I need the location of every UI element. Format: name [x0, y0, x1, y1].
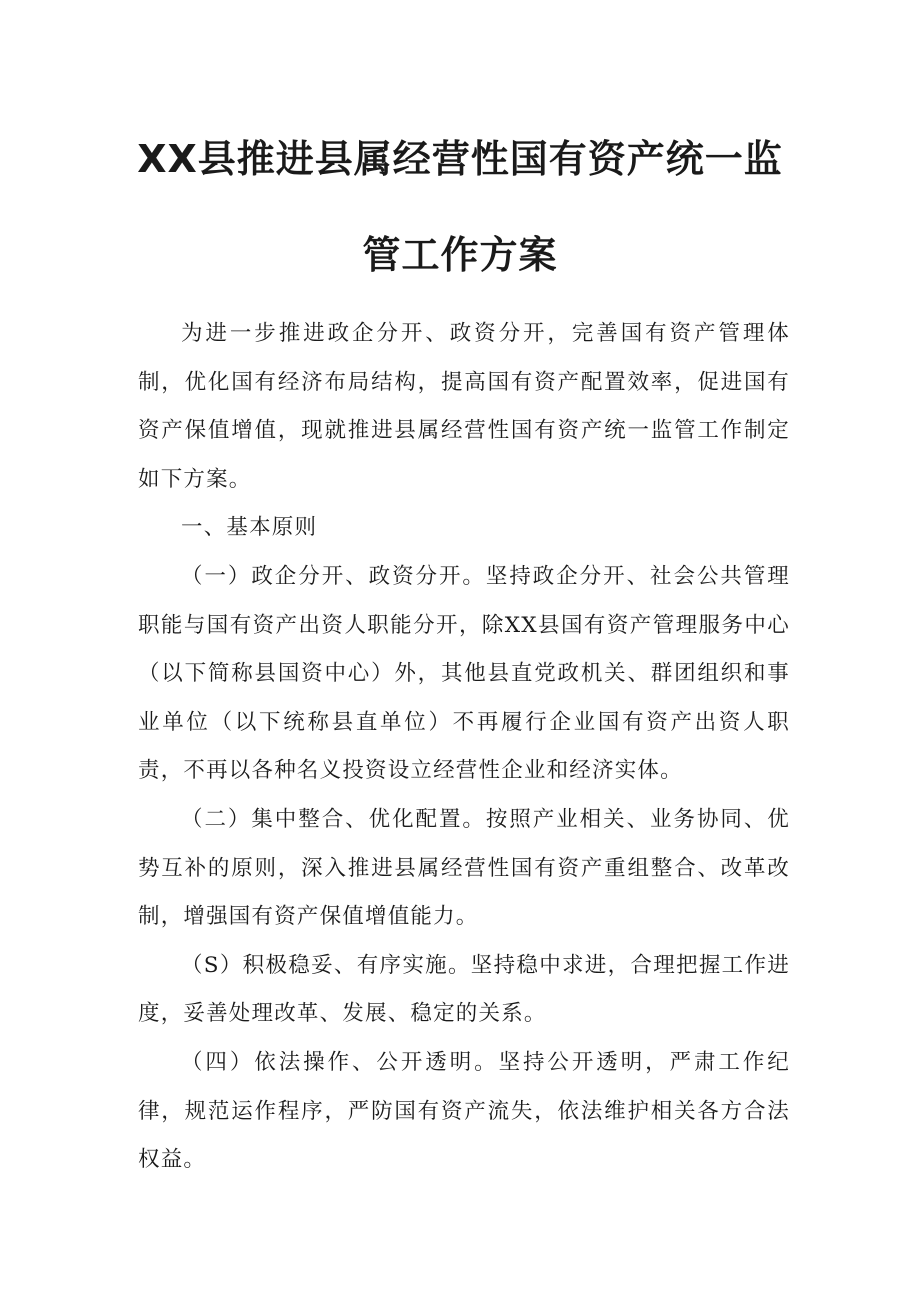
intro-paragraph: 为进一步推进政企分开、政资分开，完善国有资产管理体制，优化国有经济布局结构，提高国有资产配置效率，促进国有资产保值增值，现就推进县属经营性国有资产统一监管工作制定如下方案。	[138, 321, 790, 492]
document-body	[138, 310, 790, 1185]
principle-paragraph-4: （四）依法操作、公开透明。坚持公开透明，严肃工作纪律，规范运作程序，严防国有资产流失，依法维护相关各方合法权益。	[138, 1049, 790, 1173]
document-title-line-1: XX县推进县属经营性国有资产统一监	[137, 137, 783, 181]
principle-paragraph-3: （S）积极稳妥、有序实施。坚持稳中求进，合理把握工作进度，妥善处理改革、发展、稳定的关系。	[138, 952, 790, 1027]
document-title-line-2: 管工作方案	[362, 233, 558, 277]
principle-paragraph-1: （一）政企分开、政资分开。坚持政企分开、社会公共管理职能与国有资产出资人职能分开，除XX县国有资产管理服务中心（以下简称县国资中心）外，其他县直党政机关、群团组织和事业单位（以下统称县直单位）不再履行企业国有资产出资人职责，不再以各种名义投资设立经营性企业和经济实体。	[138, 563, 790, 784]
section-heading-basic-principles: 一、基本原则	[181, 515, 318, 541]
principle-paragraph-2: （二）集中整合、优化配置。按照产业相关、业务协同、优势互补的原则，深入推进县属经营性国有资产重组整合、改革改制，增强国有资产保值增值能力。	[138, 806, 790, 930]
